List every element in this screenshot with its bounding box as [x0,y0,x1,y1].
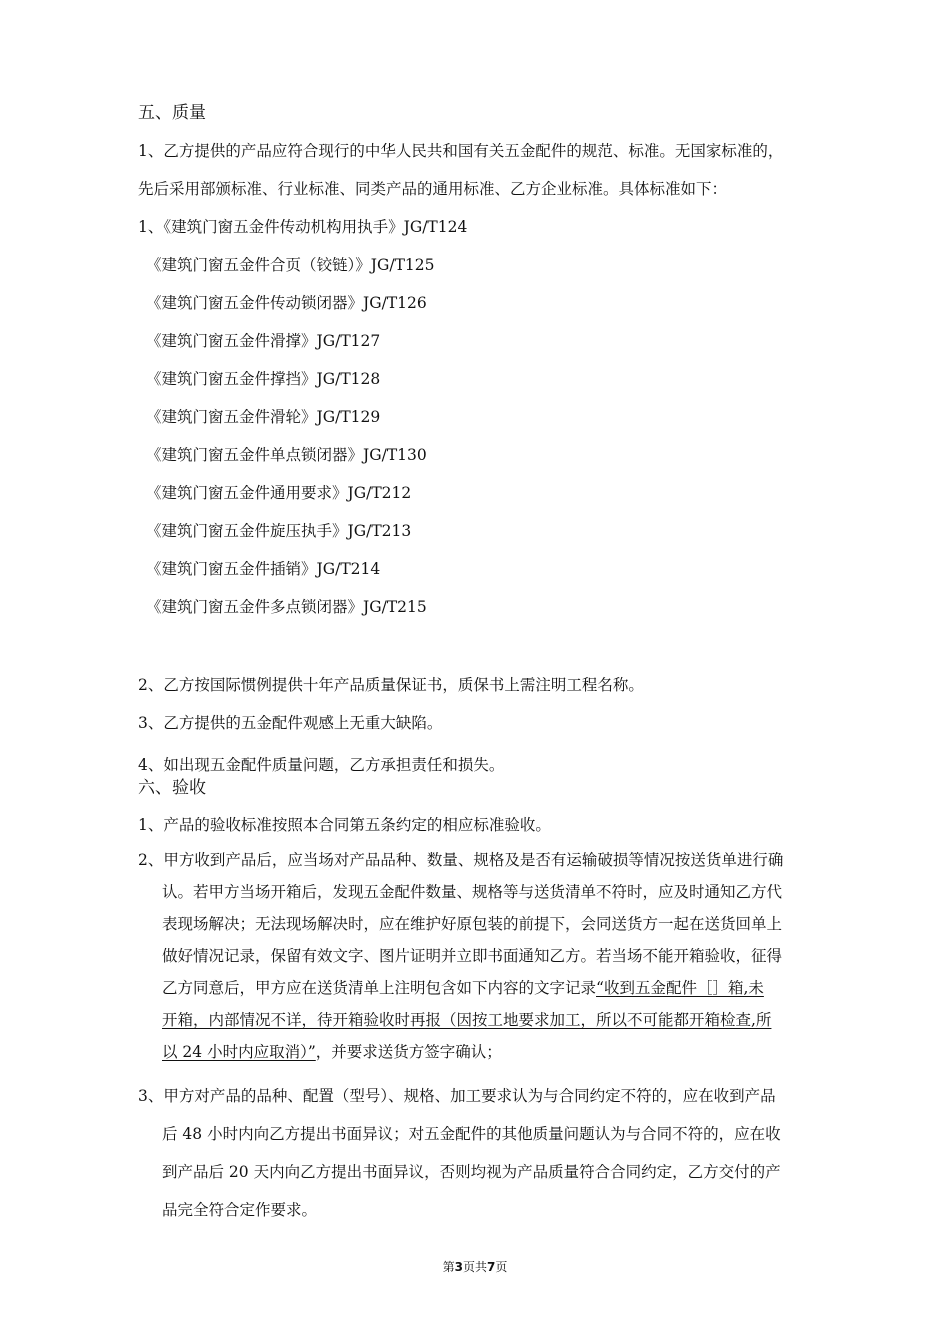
section-title-quality: 五、质量 [138,103,206,123]
current-page-number: 3 [454,1260,463,1274]
quality-item-4: 4、如出现五金配件质量问题，乙方承担责任和损失。 [138,756,505,774]
acceptance-item-2-line: 做好情况记录，保留有效文字、图片证明并立即书面通知乙方。若当场不能开箱验收，征得 [162,947,783,965]
standard-item: 《建筑门窗五金件合页（铰链）》JG/T125 [146,256,435,274]
acceptance-item-2-line-7 [162,1042,502,1062]
standard-item: 《建筑门窗五金件单点锁闭器》JG/T130 [146,446,427,464]
standard-item: 《建筑门窗五金件滑撑》JG/T127 [146,332,381,350]
acceptance-item-2-signature-note: ，并要求送货方签字确认； [315,1043,502,1061]
acceptance-item-2-quoted-record: “收到五金配件［］箱,未 [596,979,764,997]
acceptance-item-3-line: 到产品后 20 天内向乙方提出书面异议，否则均视为产品质量符合合同约定，乙方交付的产 [162,1163,781,1181]
quality-item-1-line-2: 先后采用部颁标准、行业标准、同类产品的通用标准、乙方企业标准。具体标准如下： [138,180,728,198]
standard-item: 《建筑门窗五金件多点锁闭器》JG/T215 [146,598,427,616]
acceptance-item-2-plain-text: 乙方同意后，甲方应在送货清单上注明包含如下内容的文字记录 [162,979,597,997]
standard-item: 《建筑门窗五金件撑挡》JG/T128 [146,370,381,388]
standard-item: 《建筑门窗五金件传动锁闭器》JG/T126 [146,294,427,312]
standard-item: 《建筑门窗五金件旋压执手》JG/T213 [146,522,412,540]
acceptance-item-1: 1、产品的验收标准按照本合同第五条约定的相应标准验收。 [138,816,551,834]
acceptance-item-2-line: 认。若甲方当场开箱后，发现五金配件数量、规格等与送货清单不符时，应及时通知乙方代 [162,883,783,901]
acceptance-item-3-line: 后 48 小时内向乙方提出书面异议；对五金配件的其他质量问题认为与合同不符的，应在收 [162,1125,781,1143]
section-title-acceptance: 六、验收 [138,778,206,798]
acceptance-item-2-quoted-record-end: 以 24 小时内应取消）” [162,1043,316,1061]
standard-item: 《建筑门窗五金件插销》JG/T214 [146,560,381,578]
standard-item: 《建筑门窗五金件滑轮》JG/T129 [146,408,381,426]
quality-item-3: 3、乙方提供的五金配件观感上无重大缺陷。 [138,714,443,732]
acceptance-item-3-line: 品完全符合定作要求。 [162,1201,318,1219]
acceptance-item-2-quoted-record-continued: 开箱，内部情况不详，待开箱验收时再报（因按工地要求加工，所以不可能都开箱检查,所 [162,1011,772,1029]
quality-item-2: 2、乙方按国际惯例提供十年产品质量保证书，质保书上需注明工程名称。 [138,676,644,694]
acceptance-item-2-line-5 [162,978,764,998]
footer-prefix: 第 [442,1260,455,1274]
total-page-number: 7 [487,1260,496,1274]
acceptance-item-3-line: 3、甲方对产品的品种、配置（型号）、规格、加工要求认为与合同约定不符的，应在收到产品 [138,1087,776,1105]
quality-item-1-line-1: 1、乙方提供的产品应符合现行的中华人民共和国有关五金配件的规范、标准。无国家标准的， [138,142,784,160]
standard-item: 1、《建筑门窗五金件传动机构用执手》JG/T124 [138,218,468,236]
acceptance-item-2-line: 表现场解决；无法现场解决时，应在维护好原包装的前提下，会同送货方一起在送货回单上 [162,915,783,933]
footer-middle: 页共 [462,1260,487,1274]
acceptance-item-2-line: 2、甲方收到产品后，应当场对产品品种、数量、规格及是否有运输破损等情况按送货单进行确 [138,851,784,869]
footer-suffix: 页 [495,1260,508,1274]
page-number-footer [0,1258,950,1275]
standard-item: 《建筑门窗五金件通用要求》JG/T212 [146,484,412,502]
